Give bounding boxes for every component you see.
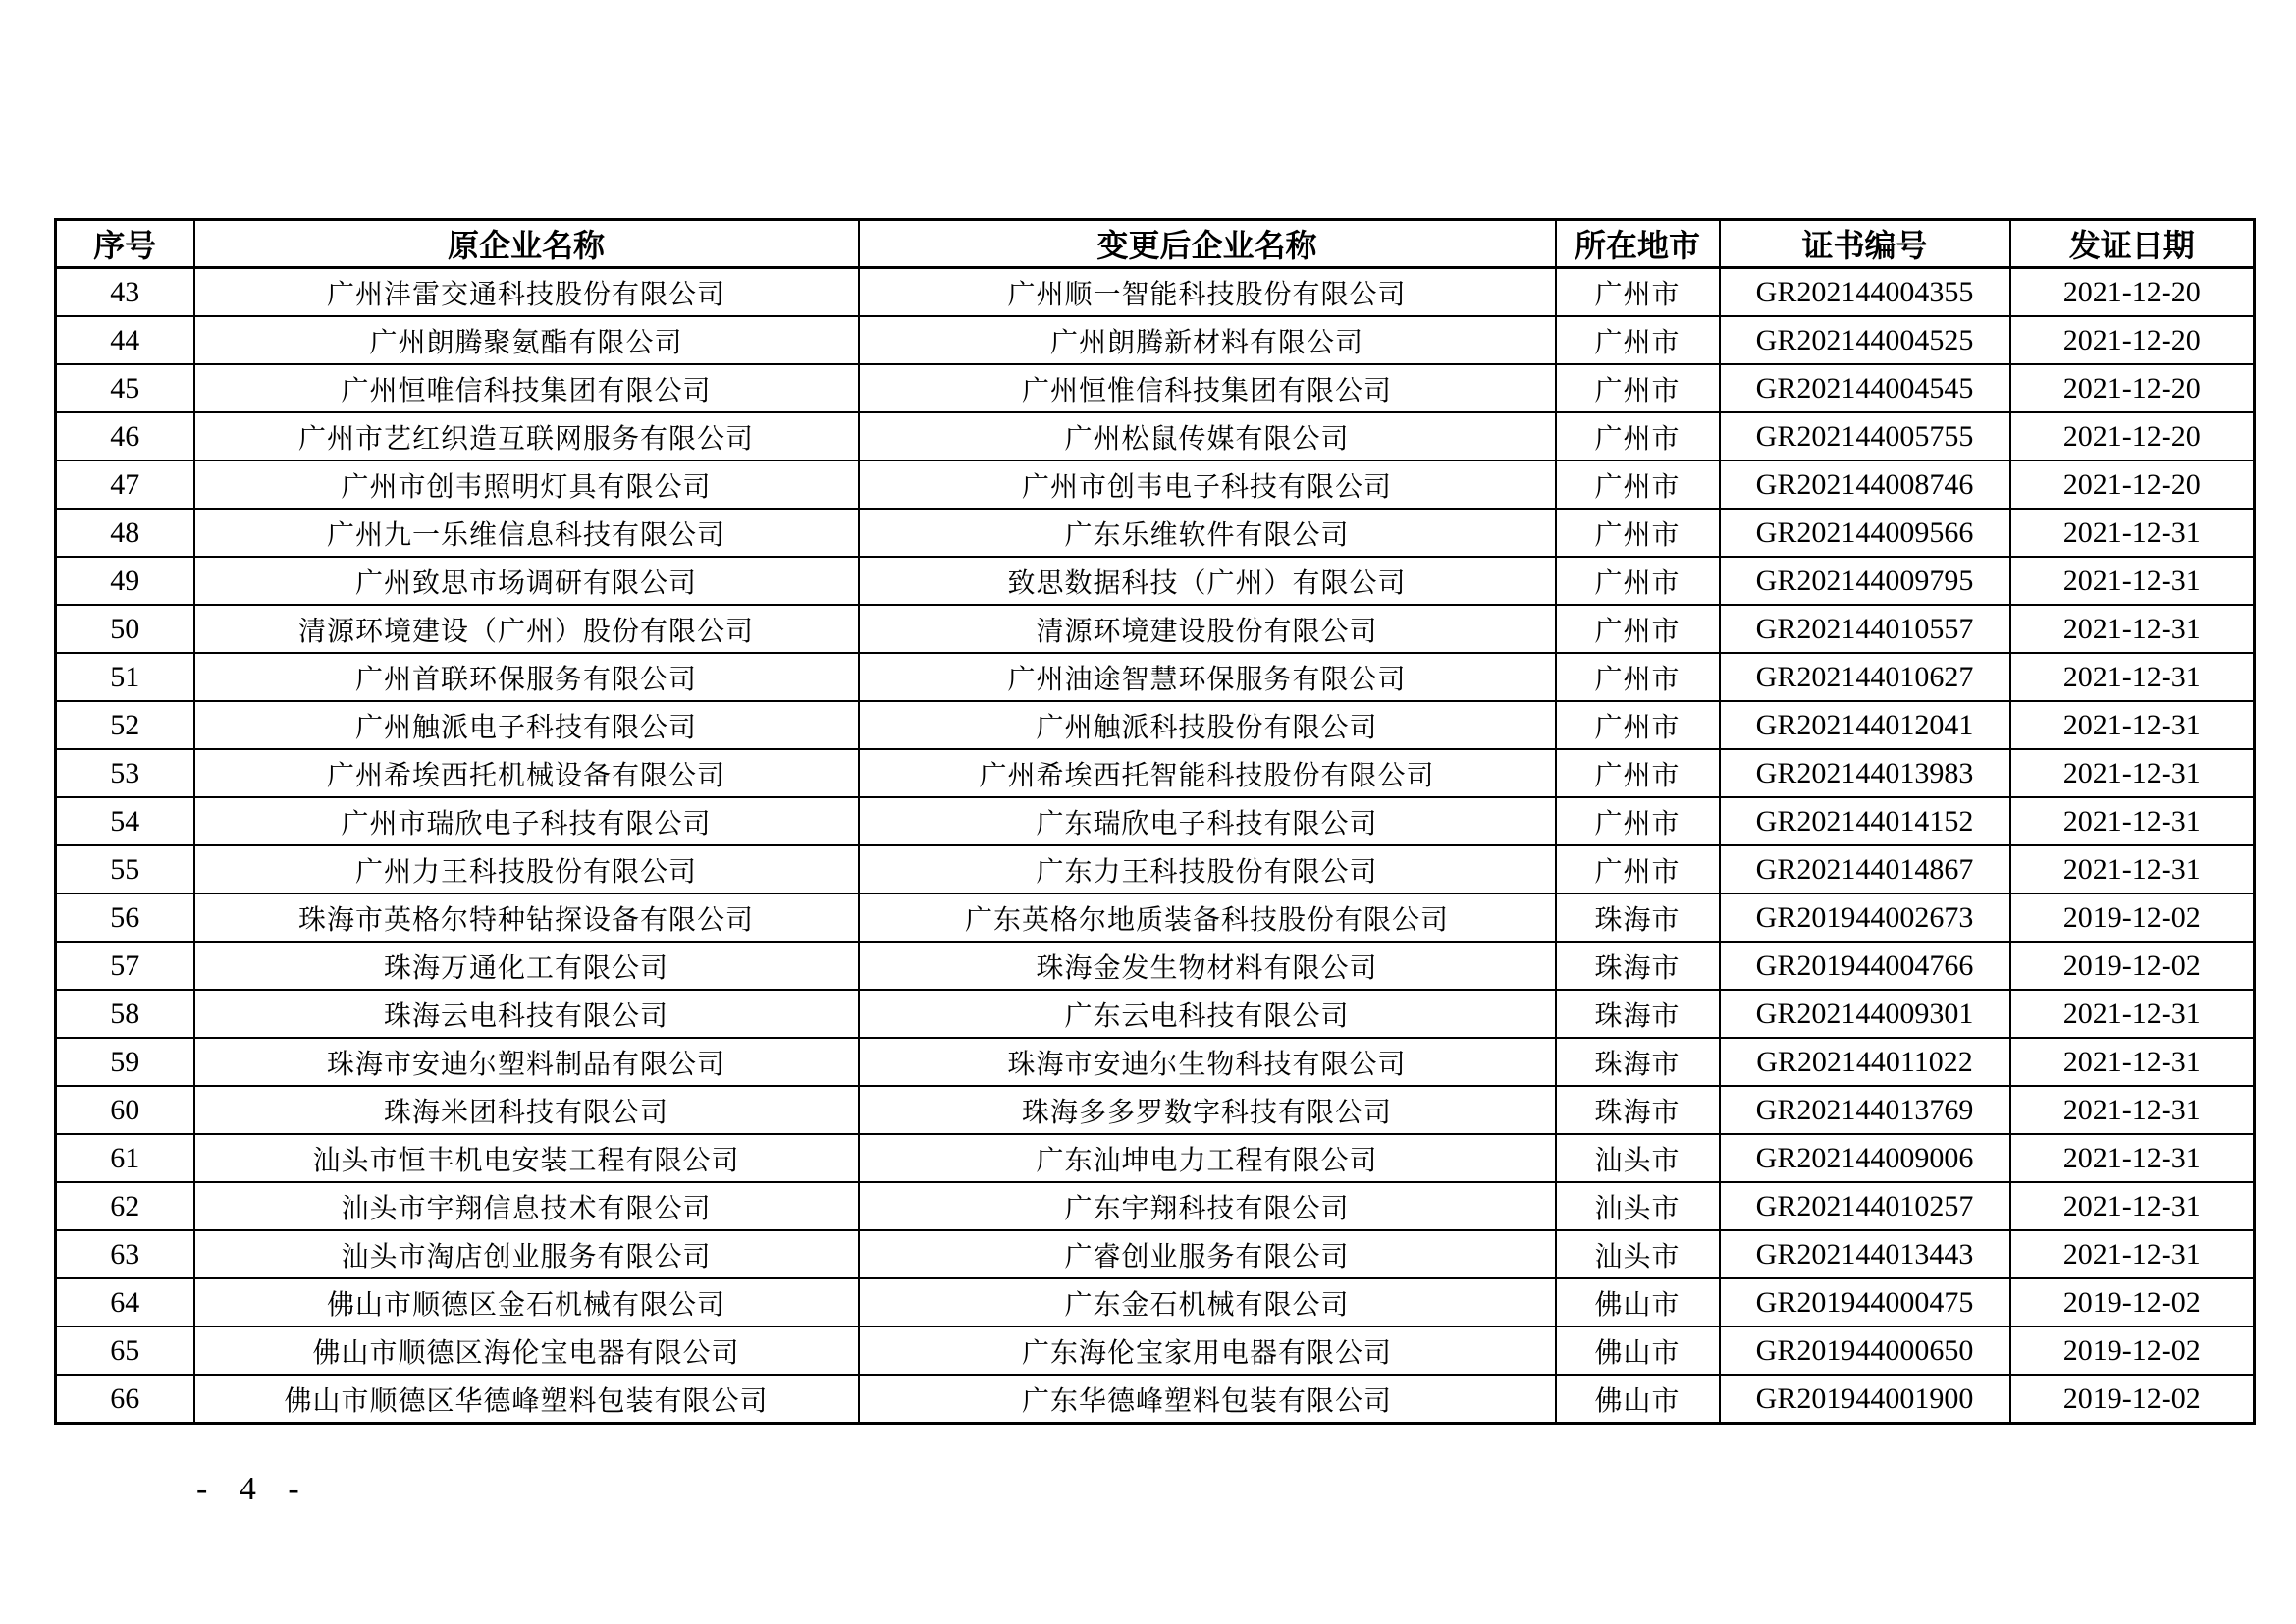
cell-original-company-name: 珠海市安迪尔塑料制品有限公司 — [194, 1038, 859, 1086]
header-city: 所在地市 — [1556, 220, 1720, 268]
cell-original-company-name: 广州市瑞欣电子科技有限公司 — [194, 797, 859, 845]
table-row — [56, 509, 2255, 557]
cell-issue-date: 2019-12-02 — [2010, 1375, 2255, 1424]
cell-serial-number: 65 — [56, 1326, 194, 1375]
cell-issue-date: 2021-12-31 — [2010, 797, 2255, 845]
cell-certificate-number: GR202144012041 — [1720, 701, 2010, 749]
cell-original-company-name: 汕头市恒丰机电安装工程有限公司 — [194, 1134, 859, 1182]
cell-city: 广州市 — [1556, 412, 1720, 460]
cell-certificate-number: GR202144004545 — [1720, 364, 2010, 412]
cell-new-company-name: 珠海金发生物材料有限公司 — [859, 942, 1556, 990]
cell-new-company-name: 广东力王科技股份有限公司 — [859, 845, 1556, 893]
cell-serial-number: 63 — [56, 1230, 194, 1278]
cell-original-company-name: 广州朗腾聚氨酯有限公司 — [194, 316, 859, 364]
cell-issue-date: 2021-12-31 — [2010, 749, 2255, 797]
cell-new-company-name: 致思数据科技（广州）有限公司 — [859, 557, 1556, 605]
cell-new-company-name: 广州希埃西托智能科技股份有限公司 — [859, 749, 1556, 797]
cell-issue-date: 2021-12-31 — [2010, 653, 2255, 701]
cell-original-company-name: 汕头市宇翔信息技术有限公司 — [194, 1182, 859, 1230]
cell-city: 广州市 — [1556, 268, 1720, 317]
cell-serial-number: 57 — [56, 942, 194, 990]
cell-new-company-name: 广东英格尔地质装备科技股份有限公司 — [859, 893, 1556, 942]
cell-serial-number: 50 — [56, 605, 194, 653]
cell-city: 广州市 — [1556, 653, 1720, 701]
cell-original-company-name: 广州沣雷交通科技股份有限公司 — [194, 268, 859, 317]
table-row — [56, 364, 2255, 412]
cell-certificate-number: GR202144011022 — [1720, 1038, 2010, 1086]
cell-city: 广州市 — [1556, 557, 1720, 605]
cell-city: 佛山市 — [1556, 1375, 1720, 1424]
cell-city: 珠海市 — [1556, 1086, 1720, 1134]
header-serial-number: 序号 — [56, 220, 194, 268]
cell-certificate-number: GR202144009301 — [1720, 990, 2010, 1038]
page-number: - 4 - — [196, 1471, 311, 1507]
cell-new-company-name: 广东汕坤电力工程有限公司 — [859, 1134, 1556, 1182]
cell-new-company-name: 清源环境建设股份有限公司 — [859, 605, 1556, 653]
cell-issue-date: 2021-12-31 — [2010, 509, 2255, 557]
table-row — [56, 1038, 2255, 1086]
cell-original-company-name: 佛山市顺德区华德峰塑料包装有限公司 — [194, 1375, 859, 1424]
cell-original-company-name: 广州市创韦照明灯具有限公司 — [194, 460, 859, 509]
cell-original-company-name: 广州触派电子科技有限公司 — [194, 701, 859, 749]
table-row — [56, 268, 2255, 317]
cell-original-company-name: 广州九一乐维信息科技有限公司 — [194, 509, 859, 557]
cell-certificate-number: GR202144013983 — [1720, 749, 2010, 797]
cell-issue-date: 2021-12-31 — [2010, 1230, 2255, 1278]
cell-issue-date: 2019-12-02 — [2010, 942, 2255, 990]
cell-new-company-name: 广州朗腾新材料有限公司 — [859, 316, 1556, 364]
cell-new-company-name: 广州市创韦电子科技有限公司 — [859, 460, 1556, 509]
header-original-company-name: 原企业名称 — [194, 220, 859, 268]
header-issue-date: 发证日期 — [2010, 220, 2255, 268]
cell-issue-date: 2021-12-20 — [2010, 364, 2255, 412]
cell-certificate-number: GR202144009795 — [1720, 557, 2010, 605]
table-row — [56, 1326, 2255, 1375]
cell-certificate-number: GR201944004766 — [1720, 942, 2010, 990]
cell-original-company-name: 广州致思市场调研有限公司 — [194, 557, 859, 605]
cell-new-company-name: 广州触派科技股份有限公司 — [859, 701, 1556, 749]
table-row — [56, 653, 2255, 701]
cell-city: 广州市 — [1556, 605, 1720, 653]
table-row — [56, 557, 2255, 605]
cell-serial-number: 45 — [56, 364, 194, 412]
cell-serial-number: 48 — [56, 509, 194, 557]
cell-serial-number: 44 — [56, 316, 194, 364]
cell-city: 广州市 — [1556, 845, 1720, 893]
cell-city: 广州市 — [1556, 364, 1720, 412]
cell-certificate-number: GR201944000650 — [1720, 1326, 2010, 1375]
cell-certificate-number: GR201944001900 — [1720, 1375, 2010, 1424]
cell-serial-number: 55 — [56, 845, 194, 893]
table-row — [56, 412, 2255, 460]
table-row — [56, 1134, 2255, 1182]
cell-city: 佛山市 — [1556, 1326, 1720, 1375]
cell-city: 汕头市 — [1556, 1182, 1720, 1230]
cell-certificate-number: GR202144013769 — [1720, 1086, 2010, 1134]
cell-certificate-number: GR202144004355 — [1720, 268, 2010, 317]
cell-city: 珠海市 — [1556, 942, 1720, 990]
cell-issue-date: 2019-12-02 — [2010, 1326, 2255, 1375]
table-row — [56, 1086, 2255, 1134]
cell-new-company-name: 广东宇翔科技有限公司 — [859, 1182, 1556, 1230]
cell-original-company-name: 广州市艺红织造互联网服务有限公司 — [194, 412, 859, 460]
cell-issue-date: 2021-12-31 — [2010, 1038, 2255, 1086]
cell-certificate-number: GR202144014152 — [1720, 797, 2010, 845]
cell-certificate-number: GR202144010257 — [1720, 1182, 2010, 1230]
cell-city: 广州市 — [1556, 749, 1720, 797]
cell-serial-number: 61 — [56, 1134, 194, 1182]
cell-city: 珠海市 — [1556, 1038, 1720, 1086]
cell-city: 珠海市 — [1556, 990, 1720, 1038]
cell-new-company-name: 广州顺一智能科技股份有限公司 — [859, 268, 1556, 317]
cell-new-company-name: 广东金石机械有限公司 — [859, 1278, 1556, 1326]
table-row — [56, 893, 2255, 942]
table-row — [56, 1278, 2255, 1326]
cell-city: 珠海市 — [1556, 893, 1720, 942]
cell-issue-date: 2021-12-31 — [2010, 1182, 2255, 1230]
cell-issue-date: 2021-12-31 — [2010, 701, 2255, 749]
cell-serial-number: 56 — [56, 893, 194, 942]
cell-issue-date: 2021-12-20 — [2010, 268, 2255, 317]
cell-certificate-number: GR202144008746 — [1720, 460, 2010, 509]
cell-city: 广州市 — [1556, 701, 1720, 749]
cell-new-company-name: 广睿创业服务有限公司 — [859, 1230, 1556, 1278]
cell-certificate-number: GR202144013443 — [1720, 1230, 2010, 1278]
cell-serial-number: 59 — [56, 1038, 194, 1086]
cell-new-company-name: 珠海多多罗数字科技有限公司 — [859, 1086, 1556, 1134]
table-row — [56, 749, 2255, 797]
table-row — [56, 1375, 2255, 1424]
cell-original-company-name: 广州首联环保服务有限公司 — [194, 653, 859, 701]
cell-serial-number: 43 — [56, 268, 194, 317]
cell-issue-date: 2019-12-02 — [2010, 1278, 2255, 1326]
cell-city: 广州市 — [1556, 460, 1720, 509]
header-new-company-name: 变更后企业名称 — [859, 220, 1556, 268]
cell-original-company-name: 广州恒唯信科技集团有限公司 — [194, 364, 859, 412]
cell-certificate-number: GR202144014867 — [1720, 845, 2010, 893]
cell-serial-number: 54 — [56, 797, 194, 845]
cell-original-company-name: 广州力王科技股份有限公司 — [194, 845, 859, 893]
cell-original-company-name: 广州希埃西托机械设备有限公司 — [194, 749, 859, 797]
cell-certificate-number: GR202144004525 — [1720, 316, 2010, 364]
table-body — [56, 268, 2255, 1424]
cell-original-company-name: 佛山市顺德区金石机械有限公司 — [194, 1278, 859, 1326]
cell-issue-date: 2021-12-31 — [2010, 990, 2255, 1038]
table-row — [56, 605, 2255, 653]
cell-certificate-number: GR202144009006 — [1720, 1134, 2010, 1182]
cell-serial-number: 64 — [56, 1278, 194, 1326]
cell-serial-number: 52 — [56, 701, 194, 749]
cell-original-company-name: 珠海市英格尔特种钻探设备有限公司 — [194, 893, 859, 942]
cell-serial-number: 66 — [56, 1375, 194, 1424]
cell-issue-date: 2021-12-31 — [2010, 557, 2255, 605]
cell-original-company-name: 清源环境建设（广州）股份有限公司 — [194, 605, 859, 653]
cell-city: 广州市 — [1556, 316, 1720, 364]
cell-original-company-name: 珠海万通化工有限公司 — [194, 942, 859, 990]
cell-serial-number: 47 — [56, 460, 194, 509]
cell-issue-date: 2021-12-20 — [2010, 412, 2255, 460]
table-row — [56, 1230, 2255, 1278]
table-row — [56, 701, 2255, 749]
cell-serial-number: 62 — [56, 1182, 194, 1230]
cell-issue-date: 2021-12-31 — [2010, 605, 2255, 653]
company-name-change-table — [54, 218, 2256, 1425]
table-row — [56, 942, 2255, 990]
cell-new-company-name: 广东云电科技有限公司 — [859, 990, 1556, 1038]
cell-serial-number: 58 — [56, 990, 194, 1038]
cell-new-company-name: 珠海市安迪尔生物科技有限公司 — [859, 1038, 1556, 1086]
table-row — [56, 845, 2255, 893]
cell-city: 汕头市 — [1556, 1134, 1720, 1182]
table-row — [56, 797, 2255, 845]
cell-certificate-number: GR202144010557 — [1720, 605, 2010, 653]
table-row — [56, 460, 2255, 509]
cell-original-company-name: 佛山市顺德区海伦宝电器有限公司 — [194, 1326, 859, 1375]
cell-serial-number: 60 — [56, 1086, 194, 1134]
cell-original-company-name: 珠海米团科技有限公司 — [194, 1086, 859, 1134]
cell-certificate-number: GR201944000475 — [1720, 1278, 2010, 1326]
cell-issue-date: 2021-12-20 — [2010, 460, 2255, 509]
cell-issue-date: 2021-12-20 — [2010, 316, 2255, 364]
cell-city: 佛山市 — [1556, 1278, 1720, 1326]
cell-city: 汕头市 — [1556, 1230, 1720, 1278]
cell-serial-number: 53 — [56, 749, 194, 797]
table-row — [56, 990, 2255, 1038]
cell-new-company-name: 广州恒惟信科技集团有限公司 — [859, 364, 1556, 412]
cell-original-company-name: 汕头市淘店创业服务有限公司 — [194, 1230, 859, 1278]
cell-new-company-name: 广州松鼠传媒有限公司 — [859, 412, 1556, 460]
cell-issue-date: 2019-12-02 — [2010, 893, 2255, 942]
cell-issue-date: 2021-12-31 — [2010, 1134, 2255, 1182]
cell-new-company-name: 广东海伦宝家用电器有限公司 — [859, 1326, 1556, 1375]
cell-certificate-number: GR201944002673 — [1720, 893, 2010, 942]
cell-issue-date: 2021-12-31 — [2010, 845, 2255, 893]
cell-new-company-name: 广东瑞欣电子科技有限公司 — [859, 797, 1556, 845]
cell-new-company-name: 广东乐维软件有限公司 — [859, 509, 1556, 557]
cell-new-company-name: 广东华德峰塑料包装有限公司 — [859, 1375, 1556, 1424]
cell-issue-date: 2021-12-31 — [2010, 1086, 2255, 1134]
header-certificate-number: 证书编号 — [1720, 220, 2010, 268]
cell-serial-number: 46 — [56, 412, 194, 460]
cell-city: 广州市 — [1556, 509, 1720, 557]
table-header-row — [56, 220, 2255, 268]
cell-serial-number: 49 — [56, 557, 194, 605]
table-row — [56, 316, 2255, 364]
cell-new-company-name: 广州油途智慧环保服务有限公司 — [859, 653, 1556, 701]
cell-original-company-name: 珠海云电科技有限公司 — [194, 990, 859, 1038]
table-row — [56, 1182, 2255, 1230]
cell-city: 广州市 — [1556, 797, 1720, 845]
cell-certificate-number: GR202144010627 — [1720, 653, 2010, 701]
cell-serial-number: 51 — [56, 653, 194, 701]
cell-certificate-number: GR202144009566 — [1720, 509, 2010, 557]
cell-certificate-number: GR202144005755 — [1720, 412, 2010, 460]
